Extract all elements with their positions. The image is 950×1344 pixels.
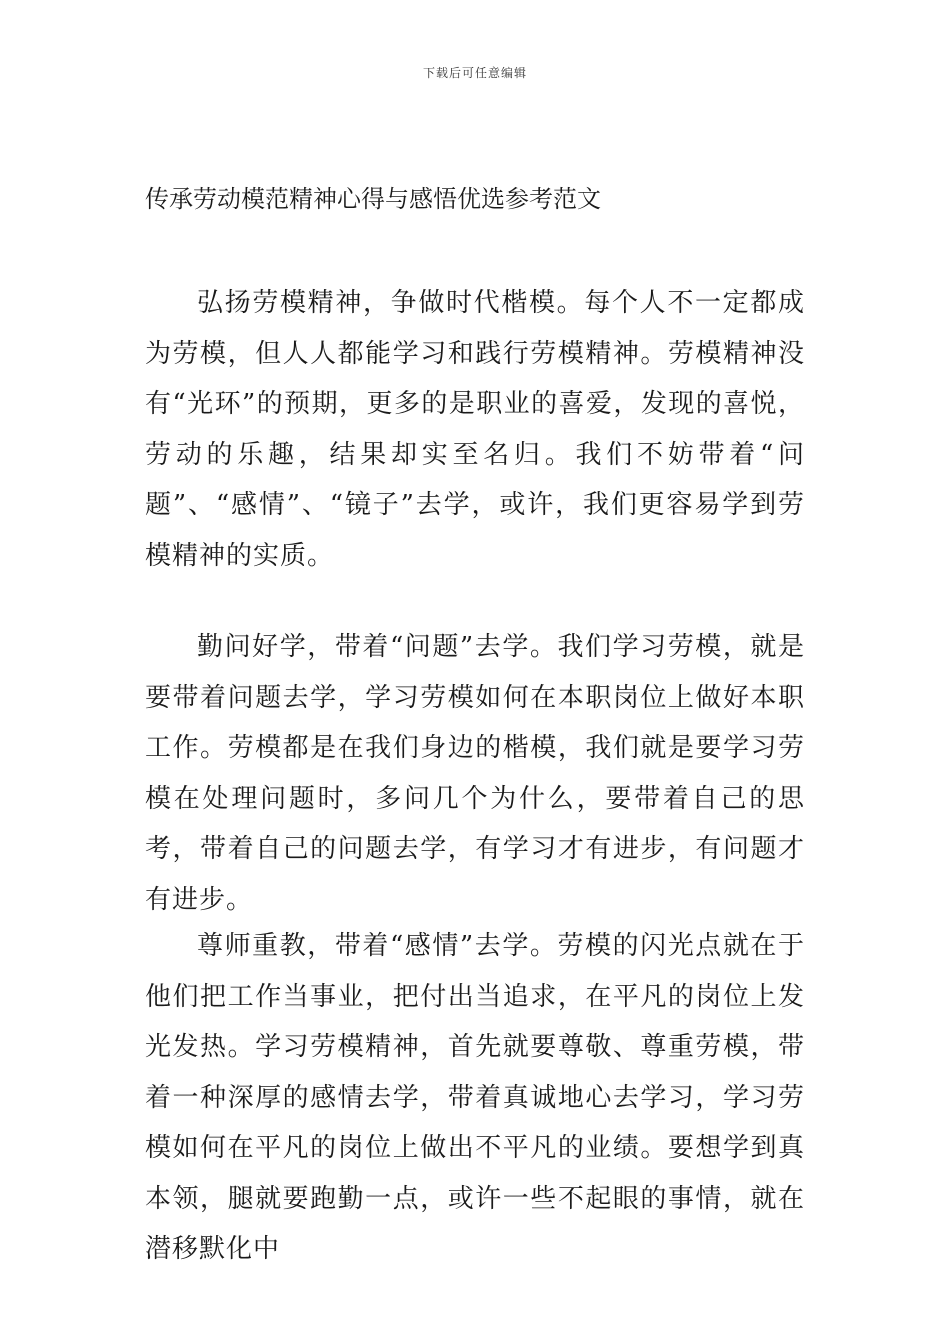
paragraph-3-block [145,921,805,1275]
document-title: 传承劳动模范精神心得与感悟优选参考范文 [145,185,601,213]
paragraph-2-block [145,622,805,925]
paragraph: 勤问好学，带着“问题”去学。我们学习劳模，就是要带着问题去学，学习劳模如何在本职岗位上做好本职工作。劳模都是在我们身边的楷模，我们就是要学习劳模在处理问题时，多问几个为什么，要带着自己的思考，带着自己的问题去学，有学习才有进步，有问题才有进步。 [145,632,805,915]
paragraph-1-block [145,278,805,581]
paragraph: 弘扬劳模精神，争做时代楷模。每个人不一定都成为劳模，但人人都能学习和践行劳模精神。劳模精神没有“光环”的预期，更多的是职业的喜爱，发现的喜悦，劳动的乐趣，结果却实至名归。我们不妨带着“问题”、“感情”、“镜子”去学，或许，我们更容易学到劳模精神的实质。 [145,288,805,571]
header-note: 下载后可任意编辑 [422,66,527,80]
paragraph: 尊师重教，带着“感情”去学。劳模的闪光点就在于他们把工作当事业，把付出当追求，在平凡的岗位上发光发热。学习劳模精神，首先就要尊敬、尊重劳模，带着一种深厚的感情去学，带着真诚地心去学习，学习劳模如何在平凡的岗位上做出不平凡的业绩。要想学到真本领，腿就要跑勤一点，或许一些不起眼的事情，就在潜移默化中 [145,931,805,1264]
